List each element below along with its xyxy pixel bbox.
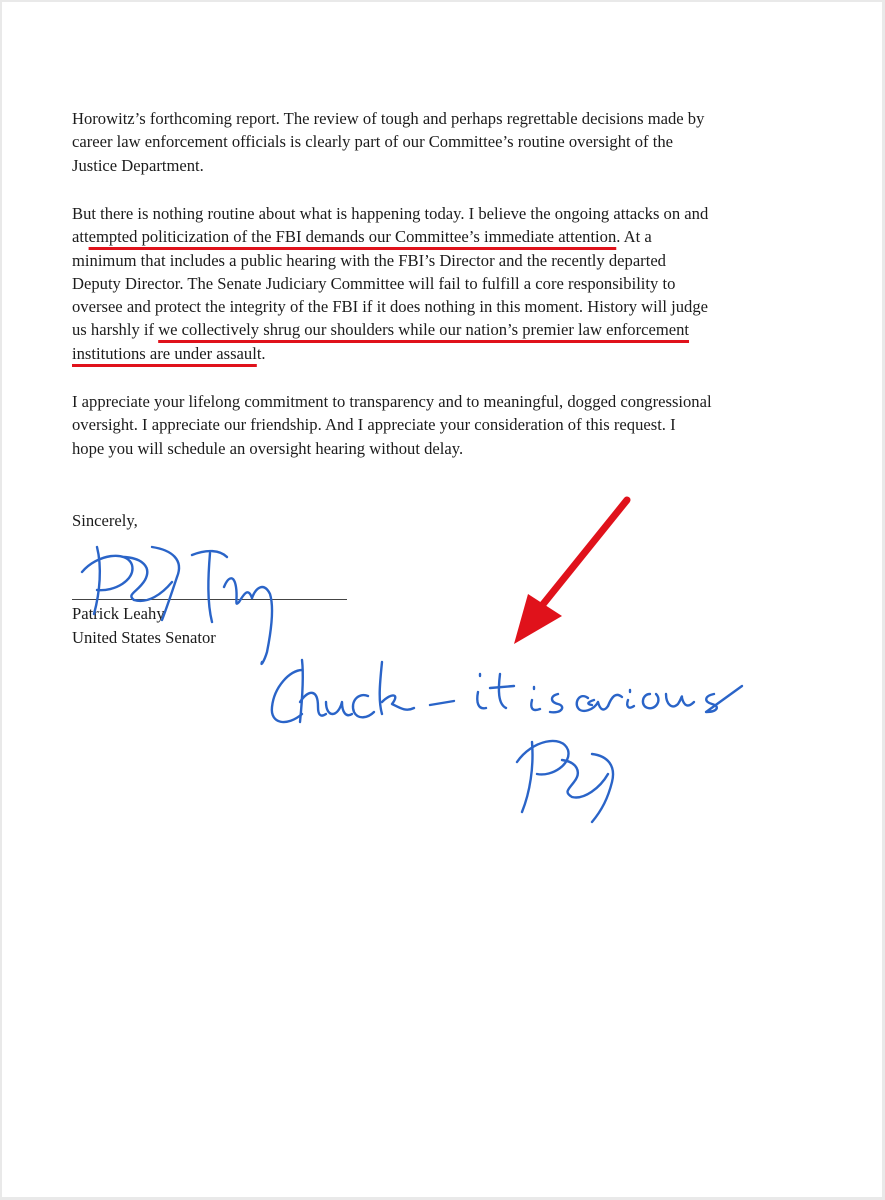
handwriting-overlay <box>2 2 882 1197</box>
paragraph-line: I appreciate your lifelong commitment to transparency and to meaningful, dogged congressional <box>72 392 712 411</box>
underlined-text: empted politicization of the FBI demands our Committee’s immediate attention <box>88 227 617 247</box>
text-span: att <box>72 227 89 247</box>
paragraph-line: oversight. I appreciate our friendship. And I appreciate your consideration of this request. I <box>72 415 676 435</box>
paragraph-line: Deputy Director. The Senate Judiciary Committee will fail to fulfill a core responsibility to <box>72 273 676 293</box>
paragraph-line: Horowitz’s forthcoming report. The review of tough and perhaps regrettable decisions made by <box>72 109 705 128</box>
underlined-text: we collectively shrug our shoulders while our nation’s premier law enforcement <box>158 320 690 340</box>
paragraph-line: minimum that includes a public hearing with the FBI’s Director and the recently departed <box>72 250 666 270</box>
paragraph-line: oversee and protect the integrity of the FBI if it does nothing in this moment. History will judge <box>72 297 708 317</box>
handwritten-initials <box>517 741 613 822</box>
paragraph-line: But there is nothing routine about what is happening today. I believe the ongoing attacks on and <box>72 204 709 223</box>
paragraph-line: hope you will schedule an oversight hearing without delay. <box>72 438 464 458</box>
text-span: t. <box>256 343 266 363</box>
signer-title: United States Senator <box>72 628 216 647</box>
text-span: . At a <box>616 227 652 247</box>
letter-page <box>2 2 882 1197</box>
handwritten-signature <box>82 547 272 664</box>
red-arrow-annotation <box>514 500 627 644</box>
closing-salutation: Sincerely, <box>72 511 138 530</box>
underlined-text: institutions are under assaul <box>72 343 257 363</box>
text-span: us harshly if <box>72 320 159 340</box>
paragraph-line: career law enforcement officials is clearly part of our Committee’s routine oversight of the <box>72 132 673 152</box>
signer-name: Patrick Leahy <box>72 604 165 623</box>
handwritten-note <box>272 660 742 722</box>
paragraph-line: Justice Department. <box>72 155 204 175</box>
